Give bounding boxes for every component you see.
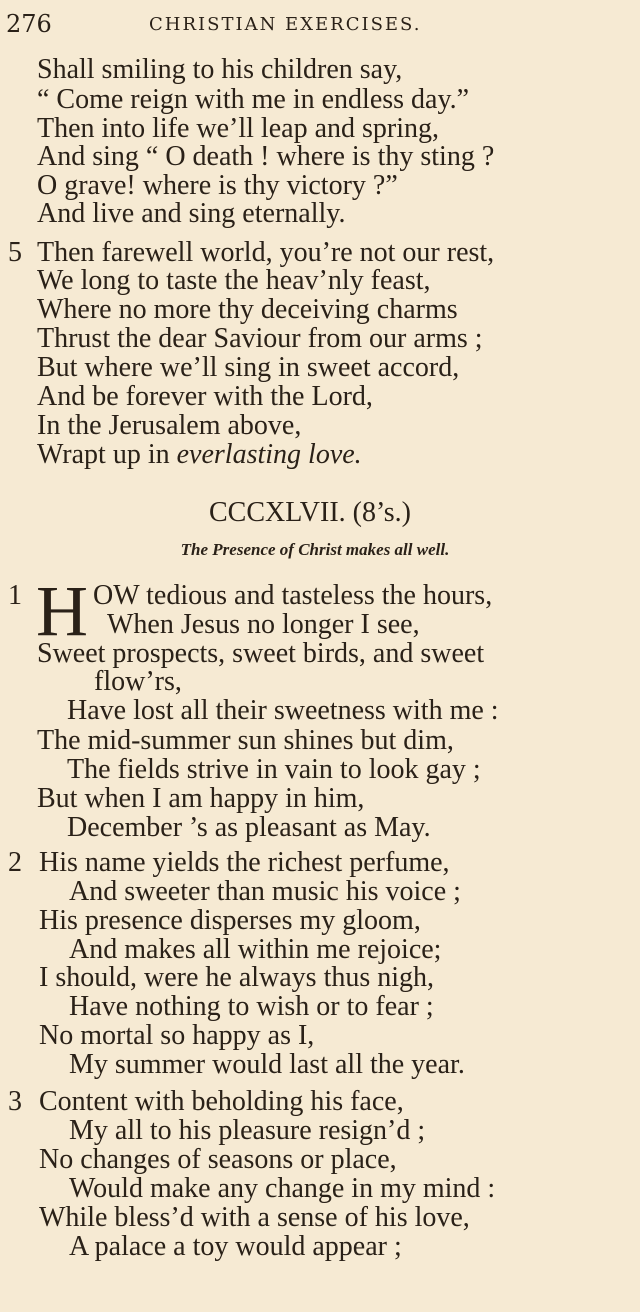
verse-line: Would make any change in my mind : (69, 1173, 496, 1204)
verse-line: O grave! where is thy victory ?” (37, 170, 398, 201)
verse-number: 3 (8, 1086, 22, 1117)
verse-line: And be forever with the Lord, (37, 381, 373, 412)
verse-line: No mortal so happy as I, (39, 1020, 315, 1051)
verse-line: But when I am happy in him, (37, 783, 365, 814)
page-header (6, 10, 620, 42)
verse-line: His presence disperses my gloom, (39, 905, 421, 936)
page-number: 276 (6, 10, 52, 38)
verse-line: Thrust the dear Saviour from our arms ; (37, 323, 483, 354)
verse-line: The mid-summer sun shines but dim, (37, 725, 454, 756)
verse-line: flow’rs, (94, 666, 182, 697)
drop-cap: H (36, 571, 88, 651)
verse-line: Content with beholding his face, (39, 1086, 404, 1117)
verse-line: I should, were he always thus nigh, (39, 962, 435, 993)
verse-number: 1 (8, 580, 22, 611)
hymn-title: CCCXLVII. (8’s.) (209, 497, 411, 528)
verse-number: 5 (8, 237, 22, 268)
verse-line: “ Come reign with me in endless day.” (37, 84, 470, 115)
verse-line: OW tedious and tasteless the hours, (93, 580, 493, 611)
verse-line: My summer would last all the year. (69, 1049, 465, 1080)
verse-line (37, 441, 362, 469)
verse-line: No changes of seasons or place, (39, 1144, 397, 1175)
verse-line: Have nothing to wish or to fear ; (69, 991, 434, 1022)
verse-line: A palace a toy would appear ; (69, 1231, 402, 1262)
verse-line: And sing “ O death ! where is thy sting ? (37, 141, 495, 172)
verse-line: But where we’ll sing in sweet accord, (37, 352, 460, 383)
verse-line: While bless’d with a sense of his love, (39, 1202, 470, 1233)
verse-line: Where no more thy deceiving charms (37, 294, 458, 325)
verse-line: Then into life we’ll leap and spring, (37, 113, 439, 144)
verse-line-italic: everlasting love. (176, 439, 362, 470)
verse-line: The fields strive in vain to look gay ; (67, 754, 481, 785)
verse-line-prefix: Wrapt up in (37, 439, 177, 470)
running-title: CHRISTIAN EXERCISES. (149, 14, 422, 35)
verse-line: And sweeter than music his voice ; (69, 876, 461, 907)
verse-line: His name yields the richest perfume, (39, 847, 450, 878)
verse-line: And makes all within me rejoice; (69, 934, 442, 965)
verse-line: Then farewell world, you’re not our rest, (37, 237, 495, 268)
verse-number: 2 (8, 847, 22, 878)
verse-line: Shall smiling to his children say, (37, 54, 403, 85)
verse-line: Sweet prospects, sweet birds, and sweet (37, 638, 485, 669)
verse-line: My all to his pleasure resign’d ; (69, 1115, 426, 1146)
verse-line: And live and sing eternally. (37, 198, 346, 229)
hymn-subtitle: The Presence of Christ makes all well. (180, 540, 450, 559)
verse-line: December ’s as pleasant as May. (67, 812, 431, 843)
verse-line: When Jesus no longer I see, (107, 609, 420, 640)
verse-line: Have lost all their sweetness with me : (67, 695, 499, 726)
verse-line: We long to taste the heav’nly feast, (37, 265, 431, 296)
verse-line: In the Jerusalem above, (37, 410, 302, 441)
